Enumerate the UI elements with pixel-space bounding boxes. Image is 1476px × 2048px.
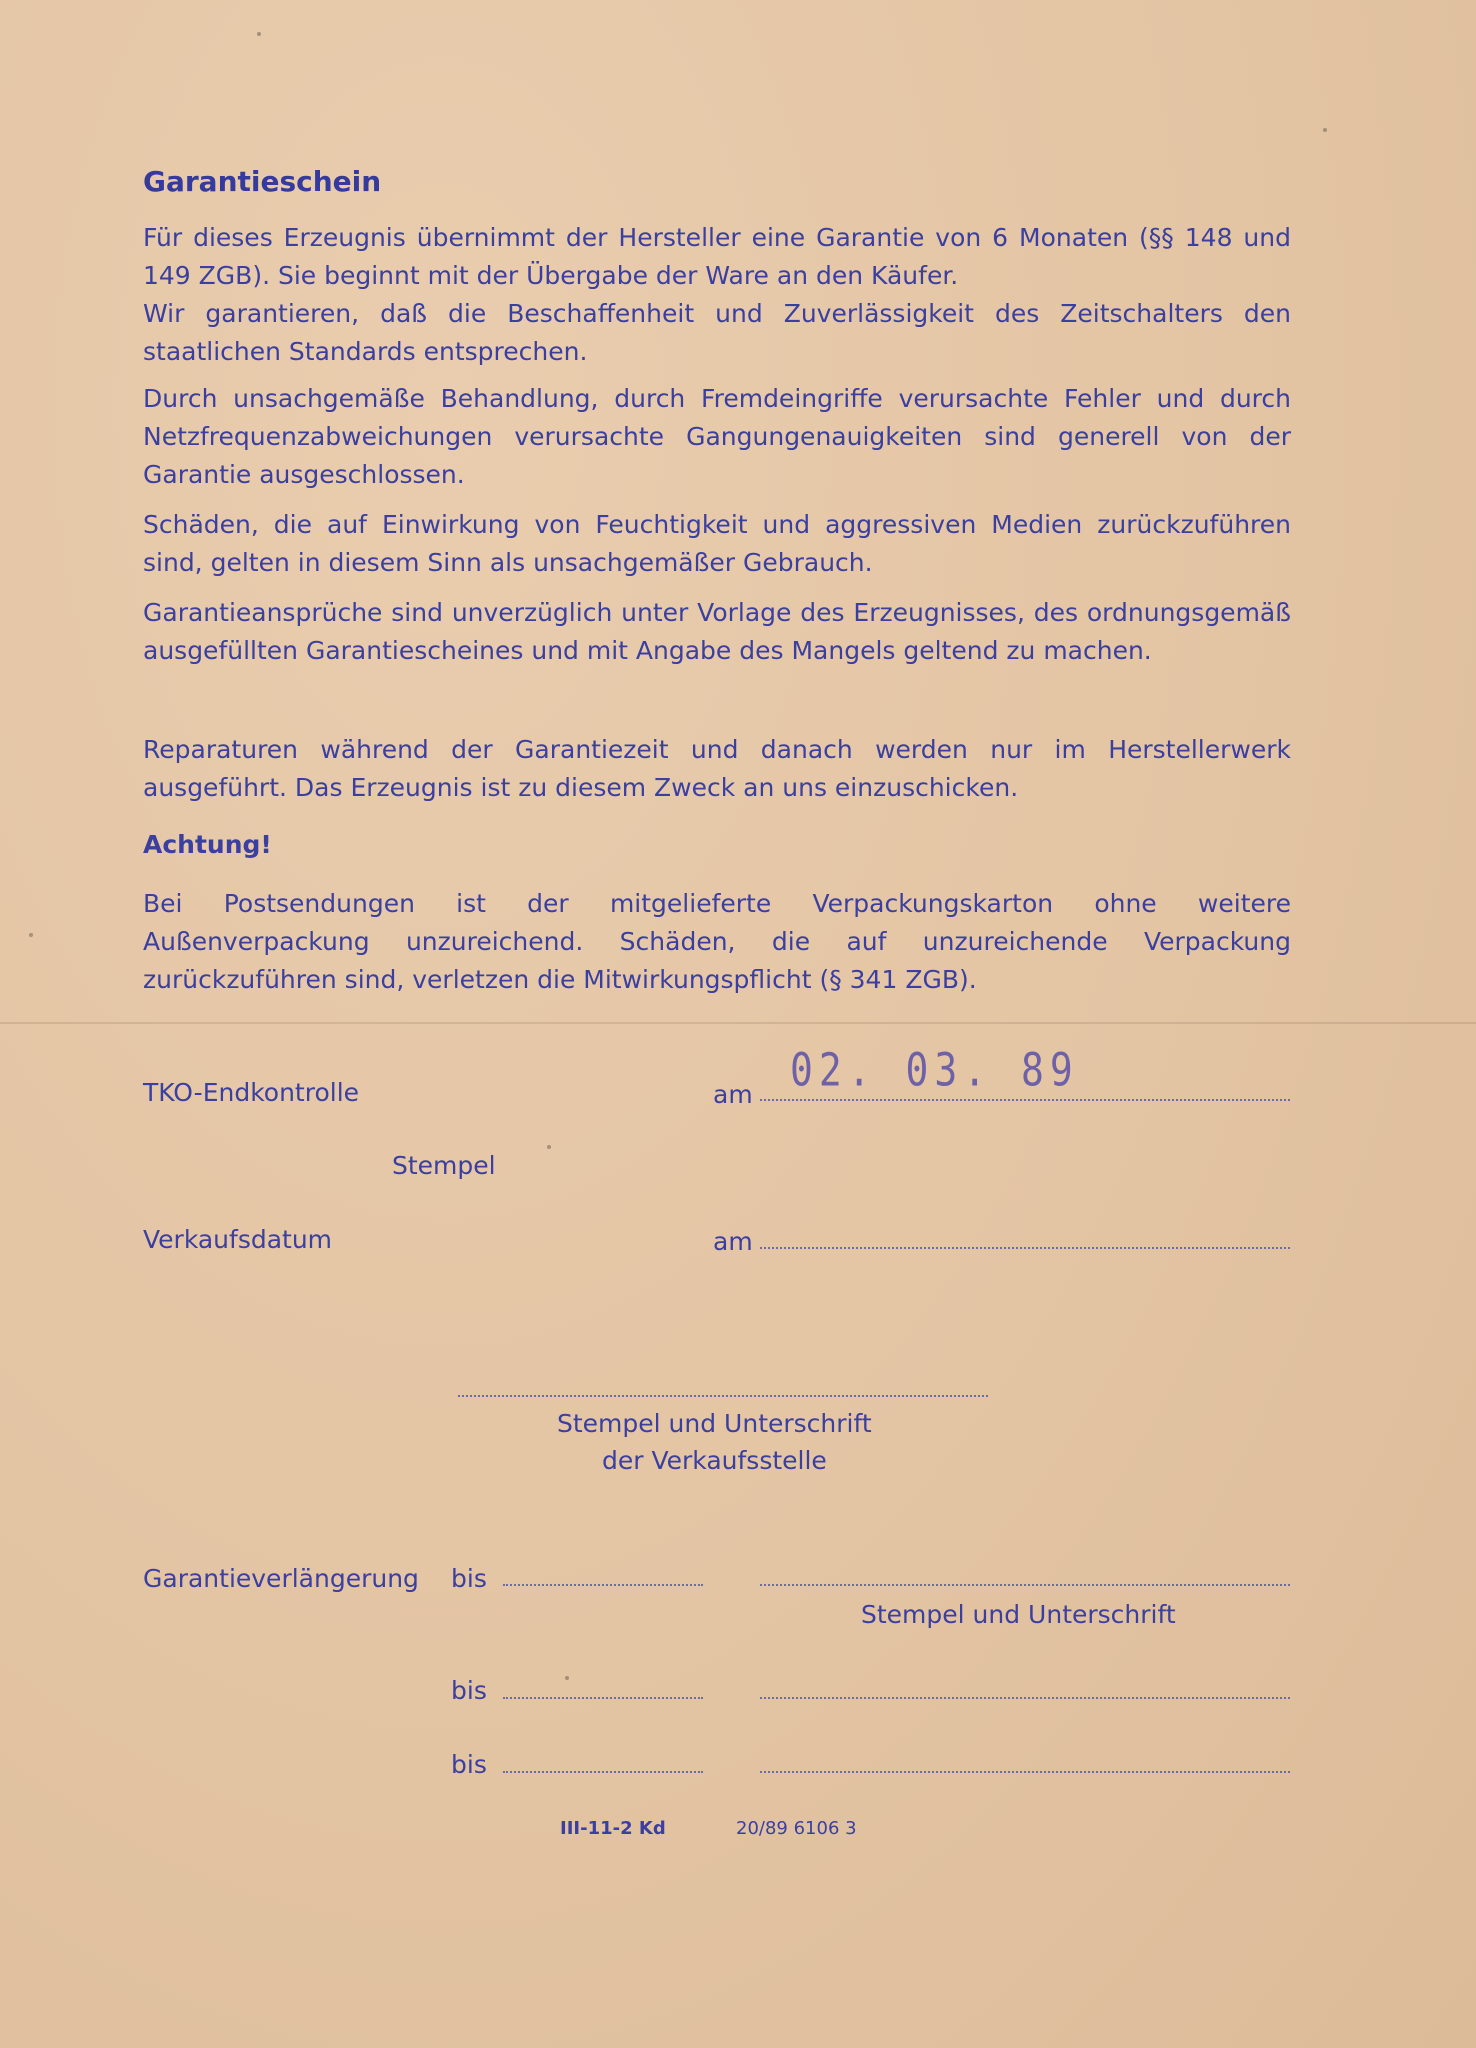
signature-field[interactable] bbox=[458, 1395, 988, 1397]
tko-label: TKO-Endkontrolle bbox=[143, 1078, 360, 1107]
extension-date-field[interactable] bbox=[503, 1771, 703, 1773]
control-date-stamp: 02. 03. 89 bbox=[790, 1043, 1079, 1097]
damage-paragraph: Schäden, die auf Einwirkung von Feuchtigkeit und aggressiven Medien zurückzuführen sind, gelten in diesem Sinn als unsachgemäßer Gebrauch. bbox=[143, 510, 1291, 577]
extension-date-field[interactable] bbox=[503, 1584, 703, 1586]
exclusion-paragraph: Durch unsachgemäße Behandlung, durch Fremdeingriffe verursachte Fehler und durch Netzfrequenzabweichungen verursachte Gangungenauigkeiten sind generell von der Garantie ausgeschlossen. bbox=[143, 384, 1291, 489]
footer-code-left: III-11-2 Kd bbox=[560, 1818, 666, 1839]
paper-speck bbox=[257, 32, 261, 36]
sale-date-label: Verkaufsdatum bbox=[143, 1225, 333, 1254]
footer-code-right: 20/89 6106 3 bbox=[736, 1818, 857, 1839]
sale-date-field[interactable] bbox=[760, 1247, 1290, 1249]
tko-date-field[interactable] bbox=[760, 1099, 1290, 1101]
extension-date-field[interactable] bbox=[503, 1697, 703, 1699]
bis-label: bis bbox=[451, 1750, 487, 1779]
paper-fold bbox=[0, 1022, 1476, 1024]
achtung-heading: Achtung! bbox=[143, 830, 272, 859]
document-title: Garantieschein bbox=[143, 165, 382, 198]
repair-paragraph: Reparaturen während der Garantiezeit und danach werden nur im Herstellerwerk ausgeführt. Das Erzeugnis ist zu diesem Zweck an uns einzuschicken. bbox=[143, 735, 1291, 802]
paper-speck bbox=[547, 1145, 551, 1149]
bis-label: bis bbox=[451, 1564, 487, 1593]
paper-speck bbox=[565, 1676, 569, 1680]
extension-signature-caption: Stempel und Unterschrift bbox=[861, 1600, 1176, 1629]
signature-caption-sub: der Verkaufsstelle bbox=[602, 1446, 827, 1475]
am-label: am bbox=[713, 1080, 753, 1109]
warranty-paragraph: Für dieses Erzeugnis übernimmt der Hersteller eine Garantie von 6 Monaten (§§ 148 und 149 ZGB). Sie beginnt mit der Übergabe der Ware an den Käufer. Wir garantieren, daß die Beschaffenheit und Zuverlässigkeit des Zeitschalters den staatlichen Standards entsprechen. bbox=[143, 223, 1291, 366]
am-label: am bbox=[713, 1227, 753, 1256]
extension-signature-field[interactable] bbox=[760, 1771, 1290, 1773]
paper-speck bbox=[1323, 128, 1327, 132]
claims-paragraph: Garantieansprüche sind unverzüglich unter Vorlage des Erzeugnisses, des ordnungsgemäß ausgefüllten Garantiescheines und mit Angabe des Mangels geltend zu machen. bbox=[143, 598, 1291, 665]
extension-signature-field[interactable] bbox=[760, 1584, 1290, 1586]
stempel-label: Stempel bbox=[392, 1151, 496, 1180]
paper-speck bbox=[29, 933, 33, 937]
extension-signature-field[interactable] bbox=[760, 1697, 1290, 1699]
signature-caption: Stempel und Unterschrift bbox=[557, 1409, 872, 1438]
bis-label: bis bbox=[451, 1676, 487, 1705]
achtung-paragraph: Bei Postsendungen ist der mitgelieferte Verpackungskarton ohne weitere Außenverpackung unzureichend. Schäden, die auf unzureichende Verpackung zurückzuführen sind, verletzen die Mitwirkungspflicht (§ 341 ZGB). bbox=[143, 889, 1291, 994]
extension-label: Garantieverlängerung bbox=[143, 1564, 419, 1593]
